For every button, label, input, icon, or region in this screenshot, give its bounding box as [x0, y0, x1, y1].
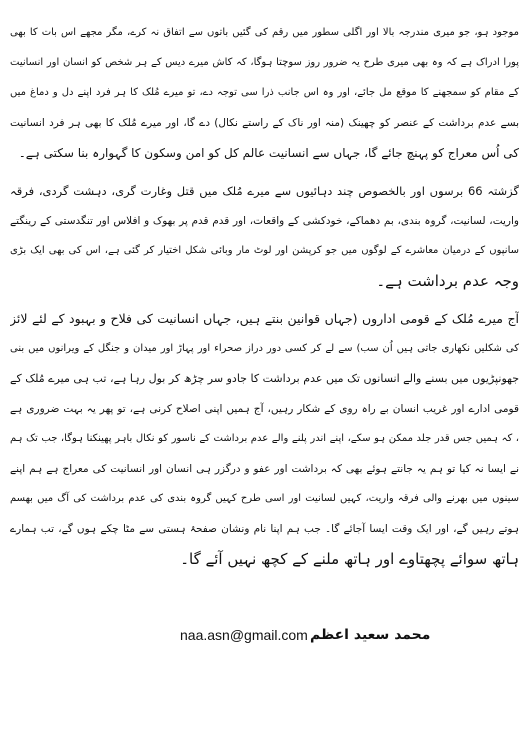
text-line: گزشتہ 66 برسوں اور بالخصوص چند دہائیوں سے میرے مُلک میں قتل وغارت گری، دہشت گردی، فرقہ [10, 184, 519, 198]
text-line: وجہ عدم برداشت ہے۔ [376, 272, 519, 290]
text-line: کی اُس معراج کو پہنچ جائے گا، جہاں سے انسانیت عالم کل کو امن وسکون کا گہوارہ بنا سکتی ہے۔ [18, 146, 519, 160]
text-line: آج میرے مُلک کے قومی اداروں (جہاں قوانین بنتے ہیں، جہاں انسانیت کی فلاح و بہبود کے لئے لائز [10, 311, 519, 326]
text-line: پورا ادراک ہے کہ وہ بھی میری طرح یہ ضرور روز سوچتا ہوگا، کہ کاش میرے دیس کے ہر شخص کو انسان اور انسانیت [10, 57, 519, 68]
text-line: کی شکلیں نکھاری جاتی ہیں اُن سب) سے لے کر کسی دور دراز صحراء اور پہاڑ اور میدان و جنگل کے ویرانوں میں بنی [10, 343, 519, 354]
text-line: سینوں میں بھرنے والی فرقہ واریت، کہیں لسانیت اور اسی طرح کہیں گروہ بندی کی عدم برداشت کی آگ میں بھسم [10, 493, 519, 504]
author-name: محمد سعید اعظم [310, 627, 431, 643]
text-line: واریت، لسانیت، گروہ بندی، بم دھماکے، خودکشی کے واقعات، اور قدم قدم پر بھوک و افلاس اور تنگدستی کے رینگتے [10, 215, 519, 227]
text-line: ، کہ ہمیں جس قدر جلد ممکن ہو سکے، اپنے اندر پلنے والے عدم برداشت کے ناسور کو نکال باہر پھینکنا ہوگا، جب تک ہم [10, 433, 519, 444]
text-line: بسے عدم برداشت کے عنصر کو چھینک (منہ اور ناک کے راستے نکال) دے گا، اور میرے مُلک کا بھی ہر فرد انسانیت [10, 117, 519, 129]
signature-block [180, 622, 431, 648]
text-line: ہوتے رہیں گے، اور ایک وقت ایسا آجائے گا۔ جب ہم اپنا نام ونشان صفحۂ ہستی سے مٹا چکے ہوں گے، تب ہمارے [10, 523, 519, 535]
paragraph-1 [10, 18, 519, 168]
text-line: سانپوں کے درمیان معاشرے کے لوگوں میں جو کرپشن اور لوٹ مار وبائی شکل اختیار کر گئی ہے، اس کی بھی ایک بڑی [10, 245, 519, 256]
author-email: naa.asn@gmail.com [180, 627, 308, 643]
text-line: جھونپڑیوں میں بسنے والے انسانوں تک میں عدم برداشت کا جادو سر چڑھ کر بول رہا ہے، تب ہی میرے مُلک کے [10, 372, 519, 385]
article-body [10, 18, 519, 574]
text-line: ہاتھ سوائے پچھتاوے اور ہاتھ ملنے کے کچھ نہیں آئے گا۔ [180, 550, 519, 568]
text-line: کے مقام کو سمجھنے کا موقع مل جائے، اور وہ اس جانب ذرا سی توجہ دے، تو میرے مُلک کا ہر فرد اپنے دل و دماغ میں [10, 87, 519, 98]
text-line: موجود ہو، جو میری مندرجہ بالا اور اگلی سطور میں رقم کی گئیں باتوں سے اتفاق نہ کرے، مگر مجھے اس بات کا بھی [10, 27, 519, 38]
text-line: قومی ادارے اور غریب انسان بے راہ روی کے شکار رہیں، آج ہمیں اپنی اصلاح کرنی ہے، تو پھر یہ بہت ضروری ہے [10, 403, 519, 415]
paragraph-3 [10, 304, 519, 574]
text-line: نے ایسا نہ کیا تو ہم یہ جانتے ہوئے بھی کہ برداشت اور عفو و درگزر ہی انسان اور انسانیت کی معراج ہے ہم اپنے [10, 463, 519, 475]
paragraph-2 [10, 176, 519, 296]
